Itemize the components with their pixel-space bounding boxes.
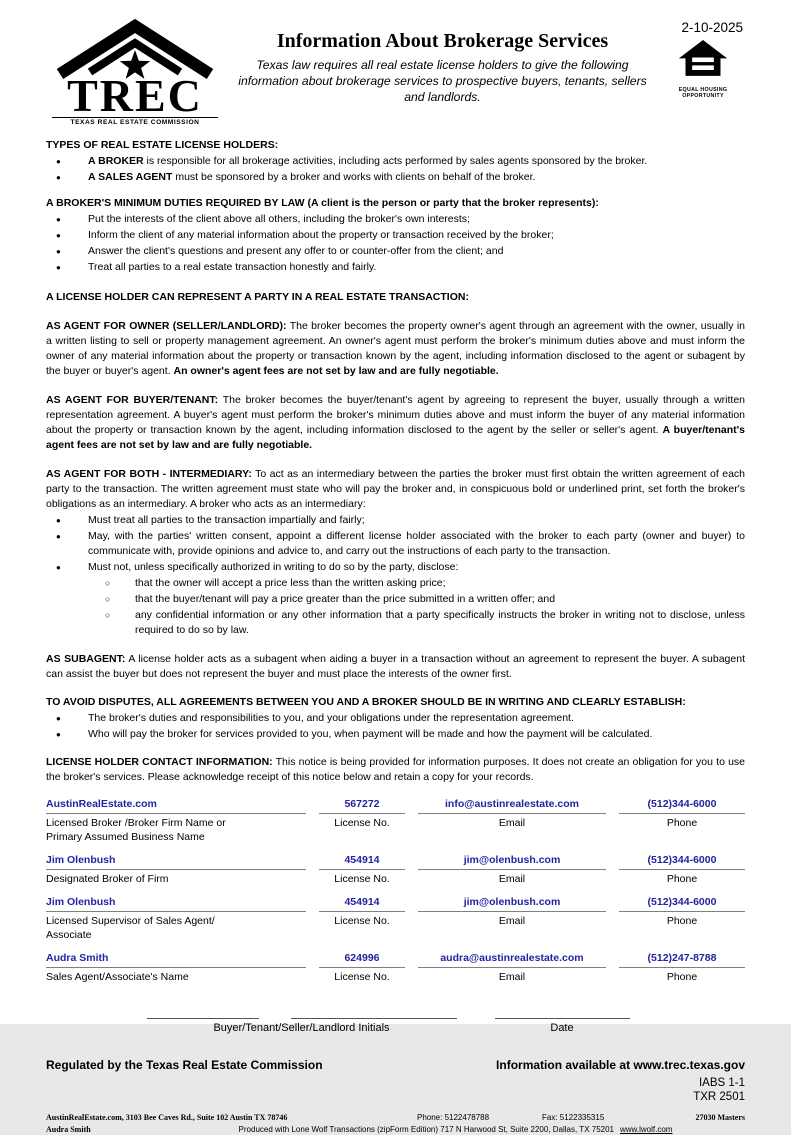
page-subtitle: Texas law requires all real estate license holders to give the following information about brokerage services to prospective buyers, tenants, sellers and landlords. bbox=[238, 58, 647, 104]
lwolf-link[interactable]: www.lwolf.com bbox=[620, 1125, 673, 1134]
revision-date: 2-10-2025 bbox=[681, 20, 743, 35]
bullet-icon: ● bbox=[56, 532, 61, 541]
bullet-icon: ● bbox=[56, 263, 61, 272]
initials-line-1[interactable] bbox=[147, 1004, 259, 1019]
preparer-name: Audra Smith bbox=[46, 1125, 91, 1134]
date-label: Date bbox=[550, 1022, 574, 1034]
section-heading-represent: A LICENSE HOLDER CAN REPRESENT A PARTY IN A REAL ESTATE TRANSACTION: bbox=[46, 291, 469, 303]
designated-broker-field: Jim Olenbush bbox=[46, 853, 306, 870]
field-label: License No. bbox=[334, 915, 390, 927]
table-row bbox=[46, 853, 745, 886]
paragraph-contact-info: LICENSE HOLDER CONTACT INFORMATION: This notice is being provided for information purposes. It does not create an obligation for you to use the broker's services. Please acknowledge receipt of this notice below and retain a copy for your records. bbox=[46, 756, 745, 783]
signature-area bbox=[46, 1004, 745, 1036]
bullet-icon: ● bbox=[56, 247, 61, 256]
list-item-text: Inform the client of any material information about the property or transaction received by the broker; bbox=[88, 229, 554, 241]
supervisor-field: Jim Olenbush bbox=[46, 895, 306, 912]
broker-firm-name-field: AustinRealEstate.com bbox=[46, 797, 306, 814]
field-label: Phone bbox=[666, 971, 698, 983]
initials-line-2[interactable] bbox=[291, 1004, 457, 1019]
field-label: License No. bbox=[334, 971, 390, 983]
section-heading: TYPES OF REAL ESTATE LICENSE HOLDERS: bbox=[46, 139, 279, 151]
list-item-text: Who will pay the broker for services provided to you, when payment will be made and how the payment will be calculated. bbox=[88, 728, 653, 740]
list-item bbox=[46, 260, 745, 275]
field-label: Phone bbox=[666, 915, 698, 927]
list-item-text: The broker's duties and responsibilities to you, and your obligations under the representation agreement. bbox=[88, 712, 574, 724]
bullet-icon: ● bbox=[56, 730, 61, 739]
equal-housing-icon bbox=[678, 39, 728, 81]
section-intermediary bbox=[46, 467, 745, 638]
field-label: Licensed Supervisor of Sales Agent/ Associate bbox=[46, 915, 215, 941]
produced-with-text: Produced with Lone Wolf Transactions (zipForm Edition) 717 N Harwood St, Suite 2200, Dallas, TX 75201 www.lwolf.com bbox=[238, 1125, 673, 1134]
list-item-text: Must not, unless specifically authorized in writing to do so by the party, disclose: bbox=[88, 561, 459, 573]
list-item-text: that the owner will accept a price less than the written asking price; bbox=[135, 577, 446, 589]
office-fax: Fax: 5122335315 bbox=[542, 1113, 605, 1122]
table-row bbox=[46, 797, 745, 844]
list-item-text: any confidential information or any other information that a party specifically instructs the broker in writing not to disclose, unless required to do so by law. bbox=[135, 609, 745, 636]
section-types bbox=[46, 138, 745, 185]
table-row bbox=[46, 951, 745, 984]
email-field: audra@austinrealestate.com bbox=[418, 951, 606, 968]
paragraph-intermediary: AS AGENT FOR BOTH - INTERMEDIARY: To act as an intermediary between the parties the broker must first obtain the written agreement of each party to the transaction. The written agreement must state who will pay the broker and, in conspicuous bold or underlined print, set forth the broker's obligations as an intermediary. A broker who acts as an intermediary: bbox=[46, 468, 746, 510]
form-codes bbox=[46, 1076, 745, 1104]
list-item bbox=[46, 170, 745, 185]
section-heading: A BROKER'S MINIMUM DUTIES REQUIRED BY LAW (A client is the person or party that the broker represents): bbox=[46, 197, 599, 209]
list-item-text: Must treat all parties to the transaction impartially and fairly; bbox=[88, 514, 365, 526]
bullet-icon: ● bbox=[56, 516, 61, 525]
list-item bbox=[46, 244, 745, 259]
list-item-text: that the buyer/tenant will pay a price greater than the price submitted in a written offer; and bbox=[135, 593, 556, 605]
trec-caption: TEXAS REAL ESTATE COMMISSION bbox=[52, 117, 218, 127]
page-title: Information About Brokerage Services bbox=[276, 30, 609, 52]
bullet-icon: ● bbox=[56, 157, 61, 166]
footer-fine-print-row-1 bbox=[46, 1113, 745, 1123]
field-label: Phone bbox=[666, 817, 698, 829]
sub-bullet-icon: ○ bbox=[105, 578, 111, 588]
list-item-text: May, with the parties' written consent, appoint a different license holder associated with the broker to each party (owner and buyer) to communicate with, provide opinions and advice to, and carry out the instructions of each party to the transaction. bbox=[88, 530, 745, 557]
field-label: Email bbox=[498, 873, 526, 885]
field-label: Email bbox=[498, 817, 526, 829]
email-field: jim@olenbush.com bbox=[418, 895, 606, 912]
email-field: info@austinrealestate.com bbox=[418, 797, 606, 814]
form-header bbox=[46, 20, 745, 127]
paragraph-agent-owner: AS AGENT FOR OWNER (SELLER/LANDLORD): The broker becomes the property owner's agent through an agreement with the owner, usually in a written listing to sell or property management agreement. An owner's agent must perform the broker's minimum duties above and must inform the owner of any material information about the property or transaction known by the agent, including information disclosed to the agent or subagent by the buyer or buyer's agent. An owner's agent fees are not set by law and are fully negotiable. bbox=[46, 320, 746, 377]
field-label: License No. bbox=[334, 817, 390, 829]
form-code-iabs: IABS 1-1 bbox=[698, 1077, 745, 1089]
office-phone: Phone: 5122478788 bbox=[417, 1113, 490, 1122]
trec-acronym: TREC bbox=[67, 70, 203, 121]
bullet-icon: ● bbox=[56, 563, 61, 572]
list-item-text: A SALES AGENT must be sponsored by a broker and works with clients on behalf of the broker. bbox=[88, 171, 536, 183]
initials-label: Buyer/Tenant/Seller/Landlord Initials bbox=[213, 1022, 390, 1034]
phone-field: (512)344-6000 bbox=[619, 853, 745, 870]
field-label: Phone bbox=[666, 873, 698, 885]
license-no-field: 454914 bbox=[319, 895, 405, 912]
license-no-field: 454914 bbox=[319, 853, 405, 870]
list-item bbox=[46, 513, 745, 528]
list-item bbox=[46, 560, 745, 575]
paragraph-subagent: AS SUBAGENT: A license holder acts as a subagent when aiding a buyer in a transaction without an agreement to represent the buyer. A subagent can assist the buyer but does not represent the buyer and must place the interests of the owner first. bbox=[46, 653, 745, 680]
field-label: Email bbox=[498, 971, 526, 983]
sales-agent-field: Audra Smith bbox=[46, 951, 306, 968]
list-item-text: Answer the client's questions and present any offer to or counter-offer from the client; and bbox=[88, 245, 504, 257]
paragraph-agent-buyer: AS AGENT FOR BUYER/TENANT: The broker becomes the buyer/tenant's agent by agreeing to represent the buyer, usually through a written representation agreement. A buyer's agent must perform the broker's minimum duties above and must inform the buyer of any material information about the property or transaction known by the agent, including information disclosed to the agent by the seller or seller's agent. A buyer/tenant's agent fees are not set by law and are fully negotiable. bbox=[46, 394, 745, 451]
list-item bbox=[46, 711, 745, 726]
sub-bullet-icon: ○ bbox=[105, 610, 111, 620]
table-row bbox=[46, 895, 745, 942]
list-item bbox=[46, 228, 745, 243]
sub-bullet-icon: ○ bbox=[105, 594, 111, 604]
email-field: jim@olenbush.com bbox=[418, 853, 606, 870]
office-address: AustinRealEstate.com, 3103 Bee Caves Rd., Suite 102 Austin TX 78746 bbox=[46, 1113, 288, 1122]
field-label: Sales Agent/Associate's Name bbox=[46, 971, 189, 983]
trec-roof-star-icon bbox=[50, 20, 220, 74]
section-disputes bbox=[46, 695, 745, 742]
regulated-by-text: Regulated by the Texas Real Estate Commission bbox=[46, 1058, 323, 1072]
file-reference: 27030 Masters bbox=[695, 1113, 745, 1122]
license-no-field: 624996 bbox=[319, 951, 405, 968]
list-item bbox=[46, 212, 745, 227]
license-no-field: 567272 bbox=[319, 797, 405, 814]
field-label: License No. bbox=[334, 873, 390, 885]
field-label: Licensed Broker /Broker Firm Name or Primary Assumed Business Name bbox=[46, 817, 226, 843]
bullet-icon: ● bbox=[56, 173, 61, 182]
bullet-icon: ● bbox=[56, 215, 61, 224]
list-item bbox=[46, 727, 745, 742]
bullet-icon: ● bbox=[56, 714, 61, 723]
footer-fine-print-row-2 bbox=[46, 1125, 745, 1135]
date-line[interactable] bbox=[495, 1004, 630, 1019]
equal-housing-caption: EQUAL HOUSING OPPORTUNITY bbox=[678, 87, 728, 99]
field-label: Designated Broker of Firm bbox=[46, 873, 169, 885]
sub-list-item bbox=[46, 608, 745, 638]
section-duties bbox=[46, 196, 745, 275]
form-code-txr: TXR 2501 bbox=[693, 1091, 745, 1103]
list-item-text: Put the interests of the client above all others, including the broker's own interests; bbox=[88, 213, 470, 225]
field-label: Email bbox=[498, 915, 526, 927]
sub-list-item bbox=[46, 576, 745, 591]
phone-field: (512)247-8788 bbox=[619, 951, 745, 968]
list-item-text: Treat all parties to a real estate transaction honestly and fairly. bbox=[88, 261, 377, 273]
phone-field: (512)344-6000 bbox=[619, 895, 745, 912]
phone-field: (512)344-6000 bbox=[619, 797, 745, 814]
list-item bbox=[46, 154, 745, 169]
trec-logo bbox=[46, 20, 224, 127]
list-item bbox=[46, 529, 745, 559]
contact-table bbox=[46, 797, 745, 984]
footer-regulated-row bbox=[46, 1058, 745, 1073]
sub-list-item bbox=[46, 592, 745, 607]
section-heading: TO AVOID DISPUTES, ALL AGREEMENTS BETWEEN YOU AND A BROKER SHOULD BE IN WRITING AND CLEARLY ESTABLISH: bbox=[46, 696, 686, 708]
bullet-icon: ● bbox=[56, 231, 61, 240]
list-item-text: A BROKER is responsible for all brokerage activities, including acts performed by sales agents sponsored by the broker. bbox=[88, 155, 648, 167]
info-available-text: Information available at www.trec.texas.gov bbox=[496, 1058, 745, 1072]
